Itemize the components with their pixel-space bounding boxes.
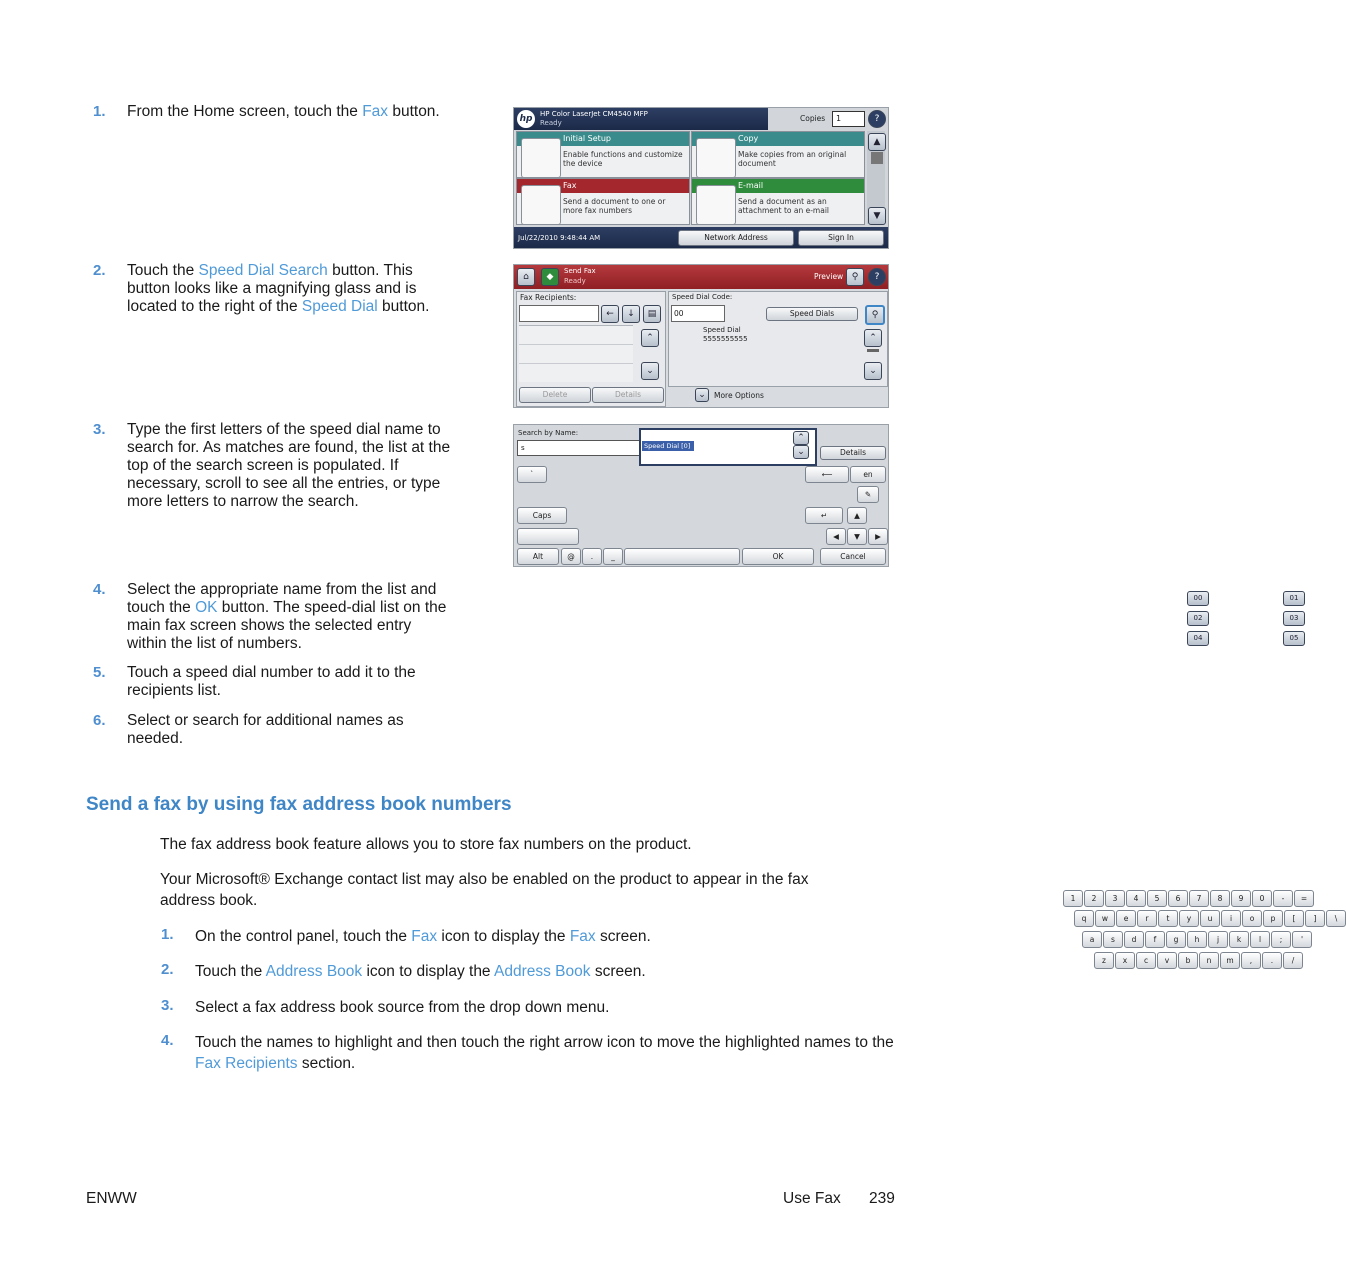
keyboard-key[interactable]: w	[1095, 910, 1115, 927]
search-label: Search by Name:	[518, 429, 579, 437]
step-text	[195, 997, 895, 1018]
ui-term-highlight: Address Book	[265, 963, 363, 980]
tile-header: Fax	[517, 179, 689, 193]
backtick-key[interactable]: `	[517, 466, 547, 483]
speed-dials-button[interactable]: Speed Dials	[766, 307, 858, 321]
speed-up-icon[interactable]: ⌃	[864, 329, 882, 347]
keyboard-key[interactable]: -	[1273, 890, 1293, 907]
keyboard-key[interactable]: p	[1263, 910, 1283, 927]
clear-icon[interactable]: ✎	[857, 486, 879, 503]
step-number: 4.	[161, 1032, 174, 1049]
speed-dial-code-button[interactable]: 05	[1283, 631, 1305, 646]
keyboard-key[interactable]: i	[1221, 910, 1241, 927]
keyboard-key[interactable]: ]	[1305, 910, 1325, 927]
result-item-selected[interactable]: Speed Dial [0]	[642, 441, 694, 451]
space-key[interactable]	[624, 548, 740, 565]
copies-label: Copies	[800, 114, 826, 123]
tile-description: Enable functions and customize the device	[563, 150, 683, 168]
preview-icon[interactable]: ⚲	[846, 268, 864, 286]
keyboard-key[interactable]: /	[1283, 952, 1303, 969]
printer-status: Ready	[540, 119, 562, 127]
recipient-input[interactable]	[519, 305, 599, 322]
step-text-segment: icon to display the	[437, 928, 570, 945]
keyboard-key[interactable]: =	[1294, 890, 1314, 907]
setup-icon	[521, 138, 561, 178]
section-heading: Send a fax by using fax address book numbers	[86, 794, 512, 815]
keyboard-key[interactable]: v	[1157, 952, 1177, 969]
step-text-segment: Touch the	[127, 262, 199, 279]
keyboard-key[interactable]: '	[1292, 931, 1312, 948]
date-time: Jul/22/2010 9:48:44 AM	[518, 234, 601, 242]
keyboard-key[interactable]: s	[1103, 931, 1123, 948]
step-text-segment: Touch the names to highlight and then touch the right arrow icon to move the highlighted names to the	[195, 1034, 894, 1051]
keyboard-key[interactable]: 1	[1063, 890, 1083, 907]
step-number: 1.	[161, 926, 174, 943]
step-text	[127, 421, 459, 511]
keyboard-key[interactable]: g	[1166, 931, 1186, 948]
keyboard-key[interactable]: h	[1187, 931, 1207, 948]
tile-header: Initial Setup	[517, 132, 689, 146]
help-icon[interactable]: ?	[868, 110, 886, 128]
step-text	[195, 961, 895, 982]
shift-key[interactable]	[517, 528, 579, 545]
tile-header: Copy	[692, 132, 864, 146]
keyboard-key[interactable]: d	[1124, 931, 1144, 948]
ui-term-highlight: OK	[195, 599, 218, 616]
screenshot-home-screen	[513, 107, 889, 249]
keyboard-key[interactable]: z	[1094, 952, 1114, 969]
keyboard-key[interactable]: f	[1145, 931, 1165, 948]
arrow-left-icon[interactable]: ◀	[826, 528, 846, 545]
speed-scroll-thumb[interactable]	[867, 349, 879, 352]
tile-description: Make copies from an original document	[738, 150, 847, 168]
step-number: 4.	[93, 581, 106, 598]
keyboard-key[interactable]: x	[1115, 952, 1135, 969]
screen-title: Send Fax	[564, 267, 596, 275]
speed-dial-code-button[interactable]: 04	[1187, 631, 1209, 646]
step-number: 3.	[161, 997, 174, 1014]
more-options-label[interactable]: More Options	[714, 391, 764, 400]
speed-dial-code-button[interactable]: 01	[1283, 591, 1305, 606]
tile-description: Send a document as an attachment to an e-mail	[738, 197, 829, 215]
tile-description: Send a document to one or more fax numbers	[563, 197, 666, 215]
scroll-down-icon[interactable]: ▼	[868, 207, 886, 225]
keyboard-key[interactable]: t	[1158, 910, 1178, 927]
scroll-thumb[interactable]	[871, 152, 883, 164]
step-text-segment: On the control panel, touch the	[195, 928, 412, 945]
keyboard-key[interactable]: u	[1200, 910, 1220, 927]
arrow-down-icon[interactable]: ↓	[622, 305, 640, 323]
speed-dial-code-button[interactable]: 02	[1187, 611, 1209, 626]
speed-dial-code-button[interactable]: 00	[1187, 591, 1209, 606]
language-key[interactable]: en	[850, 466, 886, 483]
keyboard-key[interactable]: ;	[1271, 931, 1291, 948]
start-icon[interactable]: ◆	[541, 268, 559, 286]
keyboard-key[interactable]: m	[1220, 952, 1240, 969]
list-down-icon[interactable]: ⌄	[641, 362, 659, 380]
help-icon[interactable]: ?	[868, 268, 886, 286]
keyboard-key[interactable]: [	[1284, 910, 1304, 927]
keyboard-key[interactable]: 2	[1084, 890, 1104, 907]
step-number: 5.	[93, 664, 106, 681]
underscore-key[interactable]: _	[603, 548, 623, 565]
step-text-segment: Select a fax address book source from the drop down menu.	[195, 999, 610, 1016]
keyboard-key[interactable]: 0	[1252, 890, 1272, 907]
keyboard-key[interactable]: k	[1229, 931, 1249, 948]
keyboard-key[interactable]: e	[1116, 910, 1136, 927]
step-number: 1.	[93, 103, 106, 120]
ui-term-highlight: Fax Recipients	[195, 1055, 298, 1072]
keyboard-key[interactable]: b	[1178, 952, 1198, 969]
recipient-list[interactable]	[519, 325, 633, 382]
keyboard-key[interactable]: 6	[1168, 890, 1188, 907]
search-input[interactable]: s	[517, 440, 640, 456]
step-number: 3.	[93, 421, 106, 438]
step-text	[127, 664, 437, 700]
backspace-key[interactable]: ⟵	[805, 466, 849, 483]
delete-button[interactable]: Delete	[519, 387, 591, 403]
address-book-icon[interactable]: ▤	[643, 305, 661, 323]
home-icon[interactable]: ⌂	[517, 268, 535, 286]
network-address-button[interactable]: Network Address	[678, 230, 794, 246]
results-up-icon[interactable]: ⌃	[793, 431, 809, 445]
keyboard-key[interactable]: 3	[1105, 890, 1125, 907]
arrow-right-icon[interactable]: ▶	[868, 528, 888, 545]
arrow-left-icon[interactable]: ←	[601, 305, 619, 323]
step-text-segment: Select the appropriate name from the list and touch the	[127, 581, 437, 616]
alt-key[interactable]: Alt	[517, 548, 559, 565]
step-text-segment: button.	[377, 298, 430, 315]
keyboard-key[interactable]: .	[1262, 952, 1282, 969]
recipients-label: Fax Recipients:	[520, 293, 577, 302]
step-text-segment: button. The speed-dial list on the main fax screen shows the selected entry within the list of numbers.	[127, 599, 447, 652]
step-number: 2.	[93, 262, 106, 279]
speed-dial-entry-number: 5555555555	[703, 335, 748, 343]
tile-copy[interactable]	[691, 131, 865, 178]
results-down-icon[interactable]: ⌄	[793, 445, 809, 459]
step-text-segment: Touch a speed dial number to add it to the recipients list.	[127, 664, 416, 699]
keyboard-key[interactable]: l	[1250, 931, 1270, 948]
step-number: 6.	[93, 712, 106, 729]
more-options-icon[interactable]: ⌄	[695, 388, 709, 402]
caps-key[interactable]: Caps	[517, 507, 567, 524]
keyboard-key[interactable]: j	[1208, 931, 1228, 948]
step-text-segment: Select or search for additional names as needed.	[127, 712, 404, 747]
keyboard-key[interactable]: y	[1179, 910, 1199, 927]
keyboard-key[interactable]: 5	[1147, 890, 1167, 907]
keyboard-key[interactable]: 4	[1126, 890, 1146, 907]
speed-dial-code-input[interactable]: 00	[671, 305, 725, 322]
keyboard-key[interactable]: ,	[1241, 952, 1261, 969]
tile-email[interactable]	[691, 178, 865, 225]
step-text-segment: button. This button looks like a magnifying glass and is located to the right of the	[127, 262, 417, 315]
step-text-segment: button.	[388, 103, 440, 120]
ui-term-highlight: Address Book	[494, 963, 591, 980]
cancel-button[interactable]: Cancel	[820, 548, 886, 565]
screen-status: Ready	[564, 277, 586, 285]
email-icon	[696, 185, 736, 225]
ui-term-highlight: Fax	[569, 928, 596, 945]
hp-logo-icon: hp	[517, 110, 535, 128]
speed-dial-code-label: Speed Dial Code:	[672, 293, 733, 301]
step-text	[127, 581, 455, 653]
keyboard-key[interactable]: 9	[1231, 890, 1251, 907]
list-up-icon[interactable]: ⌃	[641, 329, 659, 347]
ui-term-highlight: Speed Dial Search	[198, 262, 328, 279]
step-text-segment: Type the first letters of the speed dial name to search for. As matches are found, the list at the top of the search screen is populated. If necessary, scroll to see all the entries, or type more letters to narrow the search.	[127, 421, 451, 510]
footer-section: Use Fax	[783, 1190, 841, 1207]
step-text	[127, 712, 417, 748]
paragraph-address-book: The fax address book feature allows you to store fax numbers on the product.	[160, 836, 692, 853]
ok-button[interactable]: OK	[742, 548, 814, 565]
step-text-segment: section.	[297, 1055, 356, 1072]
footer-left: ENWW	[86, 1190, 137, 1207]
step-text	[195, 926, 895, 947]
arrow-up-icon[interactable]: ▲	[847, 507, 867, 524]
step-text-segment: Touch the	[195, 963, 266, 980]
keyboard-key[interactable]: 8	[1210, 890, 1230, 907]
step-text-segment: screen.	[590, 963, 646, 980]
paragraph-exchange: Your Microsoft® Exchange contact list may also be enabled on the product to appear in the fax address book.	[160, 871, 809, 909]
sign-in-button[interactable]: Sign In	[798, 230, 884, 246]
keyboard-key[interactable]: c	[1136, 952, 1156, 969]
printer-name: HP Color LaserJet CM4540 MFP	[540, 110, 648, 118]
step-text	[127, 103, 457, 121]
scroll-up-icon[interactable]: ▲	[868, 133, 886, 151]
tile-initial-setup[interactable]	[516, 131, 690, 178]
speed-dial-search-icon[interactable]: ⚲	[865, 305, 885, 325]
keyboard-key[interactable]: q	[1074, 910, 1094, 927]
step-text	[127, 262, 432, 316]
speed-down-icon[interactable]: ⌄	[864, 362, 882, 380]
preview-label: Preview	[814, 272, 844, 281]
details-button[interactable]: Details	[592, 387, 664, 403]
ui-term-highlight: Fax	[362, 103, 389, 120]
step-text-segment: icon to display the	[362, 963, 495, 980]
keyboard-key[interactable]: r	[1137, 910, 1157, 927]
keyboard-key[interactable]: n	[1199, 952, 1219, 969]
keyboard-key[interactable]: o	[1242, 910, 1262, 927]
fax-icon	[521, 185, 561, 225]
step-text-segment: screen.	[595, 928, 651, 945]
tile-fax[interactable]	[516, 178, 690, 225]
dot-key[interactable]: .	[582, 548, 602, 565]
enter-key[interactable]: ↵	[805, 507, 843, 524]
ui-term-highlight: Fax	[411, 928, 438, 945]
speed-dial-code-button[interactable]: 03	[1283, 611, 1305, 626]
step-number: 2.	[161, 961, 174, 978]
copy-icon	[696, 138, 736, 178]
speed-dial-entry-name: Speed Dial	[703, 326, 741, 334]
page-number: 239	[869, 1190, 895, 1207]
arrow-down-icon[interactable]: ▼	[847, 528, 867, 545]
keyboard-key[interactable]: \	[1326, 910, 1346, 927]
copies-input[interactable]: 1	[832, 111, 865, 127]
tile-header: E-mail	[692, 179, 864, 193]
ui-term-highlight: Speed Dial	[301, 298, 378, 315]
keyboard-key[interactable]: a	[1082, 931, 1102, 948]
details-button[interactable]: Details	[820, 446, 886, 460]
step-text-segment: From the Home screen, touch the	[127, 103, 363, 120]
at-key[interactable]: @	[561, 548, 581, 565]
keyboard-key[interactable]: 7	[1189, 890, 1209, 907]
step-text	[195, 1032, 895, 1074]
